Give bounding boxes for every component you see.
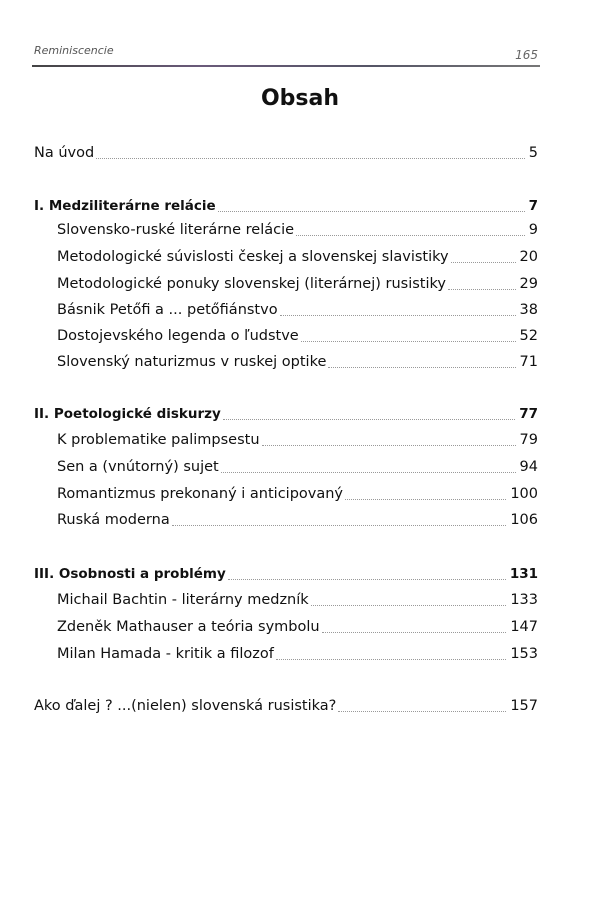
dot-leader [96,158,525,159]
dot-leader [221,472,516,473]
entry-page: 38 [519,302,538,318]
entry-title: Dostojevského legenda o ľudstve [57,328,299,344]
toc-entry [57,301,538,319]
entry-page: 94 [519,459,538,475]
entry-page: 131 [509,566,538,582]
entry-page: 147 [510,619,538,635]
entry-title: Slovenský naturizmus v ruskej optike [57,354,327,370]
entry-title: I. Medziliterárne relácie [34,198,216,214]
entry-title: Metodologické súvislosti českej a slovenskej slavistiky [57,249,449,265]
dot-leader [218,211,525,212]
toc-entry [57,618,538,636]
entry-title: II. Poetologické diskurzy [34,406,221,422]
entry-title: Na úvod [34,145,95,161]
page-title: Obsah [260,86,340,111]
entry-page: 52 [519,328,538,344]
entry-page: 71 [519,354,538,370]
entry-title: Ruská moderna [57,512,170,528]
dot-leader [228,579,506,580]
entry-title: Zdeněk Mathauser a teória symbolu [57,619,320,635]
toc-entry [34,405,538,423]
toc-entry [57,645,538,663]
dot-leader [328,367,515,368]
dot-leader [322,632,507,633]
toc-entry [57,248,538,266]
entry-page: 77 [519,406,538,422]
entry-page: 153 [510,646,538,662]
entry-title: Slovensko-ruské literárne relácie [57,222,295,238]
dot-leader [172,525,507,526]
dot-leader [311,605,507,606]
dot-leader [301,341,516,342]
entry-page: 29 [519,276,538,292]
entry-title: Metodologické ponuky slovenskej (literárnej) rusistiky [57,276,446,292]
dot-leader [345,499,506,500]
toc-entry [57,353,538,371]
entry-page: 9 [528,222,538,238]
entry-page: 79 [519,432,538,448]
header-rule [32,65,540,67]
entry-page: 7 [528,198,538,214]
toc-entry [34,565,538,583]
toc-entry [34,144,538,162]
entry-title: III. Osobnosti a problémy [34,566,226,582]
entry-title: Michail Bachtin - literárny medzník [57,592,309,608]
toc-entry [57,221,538,239]
entry-title: Romantizmus prekonaný i anticipovaný [57,486,344,502]
entry-title: Ako ďalej ? ...(nielen) slovenská rusistika? [34,698,337,714]
toc-entry [34,197,538,215]
entry-title: Sen a (vnútorný) sujet [57,459,219,475]
entry-page: 5 [528,145,538,161]
dot-leader [276,659,506,660]
dot-leader [262,445,516,446]
dot-leader [338,711,506,712]
running-title: Reminiscencie [34,44,114,57]
toc-entry [57,485,538,503]
dot-leader [451,262,516,263]
toc-entry [57,591,538,609]
entry-page: 100 [510,486,538,502]
page-number: 165 [515,48,538,62]
entry-page: 133 [510,592,538,608]
toc-entry [57,275,538,293]
toc-entry [57,327,538,345]
toc-entry [57,458,538,476]
dot-leader [280,315,516,316]
dot-leader [223,419,515,420]
toc-entry [57,431,538,449]
entry-title: Básnik Petőfi a ... petőfiánstvo [57,302,278,318]
toc-entry [57,511,538,529]
toc-entry [34,697,538,715]
entry-title: K problematike palimpsestu [57,432,260,448]
entry-page: 106 [510,512,538,528]
entry-title: Milan Hamada - kritik a filozof [57,646,274,662]
entry-page: 157 [510,698,538,714]
dot-leader [448,289,516,290]
dot-leader [296,235,525,236]
entry-page: 20 [519,249,538,265]
